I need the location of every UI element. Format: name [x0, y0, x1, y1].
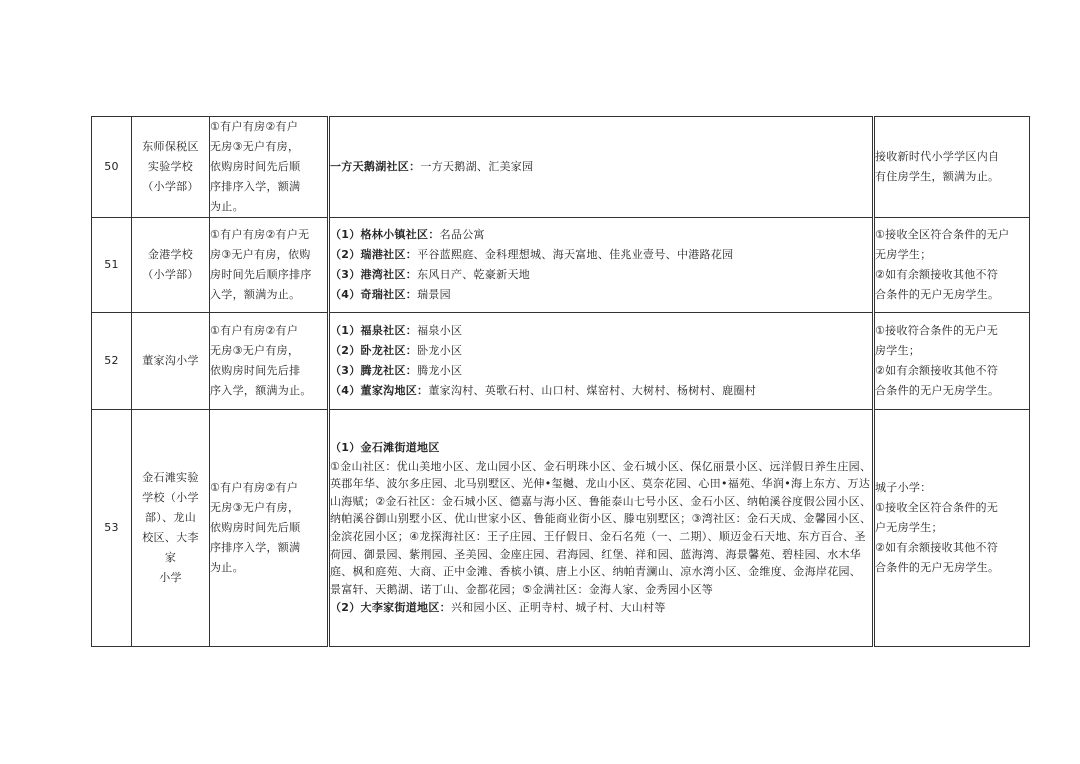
enrollment-method: ①有户有房②有户 无房③无户有房， 依购房时间先后顺 序排序入学，额满 为止。: [210, 410, 329, 647]
district-area: （1）格林小镇社区：名品公寓 （2）瑞港社区：平谷蓝熙庭、金科理想城、海天富地、佳兆业壹号、中港路花园 （3）港湾社区：东风日产、乾豪新天地 （4）奇瑞社区：瑞景园: [329, 218, 874, 313]
row-number: 52: [92, 313, 132, 410]
area-section-title: （1）金石滩街道地区: [330, 440, 440, 454]
enrollment-method: ①有户有房②有户 无房③无户有房， 依购房时间先后排 序入学，额满为止。: [210, 313, 329, 410]
remarks: ①接收全区符合条件的无户 无房学生； ②如有余额接收其他不符 合条件的无户无房学生。: [874, 218, 1030, 313]
table-row: [92, 313, 1030, 410]
row-number: 50: [92, 117, 132, 218]
remarks: ①接收符合条件的无户无 房学生； ②如有余额接收其他不符 合条件的无户无房学生。: [874, 313, 1030, 410]
remarks: 接收新时代小学学区内自 有住房学生，额满为止。: [874, 117, 1030, 218]
row-number: 51: [92, 218, 132, 313]
district-area: 一方天鹅湖社区：一方天鹅湖、汇美家园: [329, 117, 874, 218]
remarks: 城子小学： ①接收全区符合条件的无 户无房学生； ②如有余额接收其他不符 合条件的无户无房学生。: [874, 410, 1030, 647]
enrollment-table: [91, 116, 1030, 647]
table-row: [92, 117, 1030, 218]
table-row: [92, 410, 1030, 647]
school-name: 金石滩实验 学校（小学 部）、龙山 校区、大李 家 小学: [132, 410, 210, 647]
school-name: 东师保税区 实验学校 （小学部）: [132, 117, 210, 218]
row-number: 53: [92, 410, 132, 647]
school-name: 董家沟小学: [132, 313, 210, 410]
district-area: （1）金石滩街道地区 ①金山社区：优山美地小区、龙山园小区、金石明珠小区、金石城小区、保亿丽景小区、远洋假日养生庄园、英郡年华、波尔多庄园、北马别墅区、光伸•玺樾、龙山小区、莫奈花园、心田•福苑、华润•海上东方、万达山海赋；②金石社区：金石城小区、德嘉与海小区、鲁能泰山七号小区、金石小区、纳帕溪谷度假公园小区、纳帕溪谷御山别墅小区、优山世家小区、鲁能商业街小区、滕屯别墅区；③湾社区：金石天成、金馨园小区、金滨花园小区；④龙探海社区：王子庄园、王仔假日、金石名苑（一、二期）、顺迈金石天地、东方百合、圣荷园、御景园、紫荆园、圣美园、金座庄园、君海园、红堡、祥和园、蓝海湾、海景馨苑、碧桂园、水木华庭、枫和庭苑、大商、正中金滩、香槟小镇、唐上小区、纳帕青澜山、凉水湾小区、金维度、金海岸花园、景富轩、天鹅湖、诺丁山、金都花园；⑤金满社区：金海人家、金秀园小区等 （2）大李家街道地区：兴和园小区、正明寺村、城子村、大山村等: [329, 410, 874, 647]
school-name: 金港学校 （小学部）: [132, 218, 210, 313]
enrollment-method: ①有户有房②有户 无房③无户有房， 依购房时间先后顺 序排序入学，额满 为止。: [210, 117, 329, 218]
table-row: [92, 218, 1030, 313]
enrollment-method: ①有户有房②有户无 房③无户有房，依购 房时间先后顺序排序 入学，额满为止。: [210, 218, 329, 313]
district-area: （1）福泉社区：福泉小区 （2）卧龙社区：卧龙小区 （3）腾龙社区：腾龙小区 （4）董家沟地区：董家沟村、英歌石村、山口村、煤窑村、大树村、杨树村、鹿圈村: [329, 313, 874, 410]
area-paragraph: ①金山社区：优山美地小区、龙山园小区、金石明珠小区、金石城小区、保亿丽景小区、远洋假日养生庄园、英郡年华、波尔多庄园、北马别墅区、光伸•玺樾、龙山小区、莫奈花园、心田•福苑、华润•海上东方、万达山海赋；②金石社区：金石城小区、德嘉与海小区、鲁能泰山七号小区、金石小区、纳帕溪谷度假公园小区、纳帕溪谷御山别墅小区、优山世家小区、鲁能商业街小区、滕屯别墅区；③湾社区：金石天成、金馨园小区、金滨花园小区；④龙探海社区：王子庄园、王仔假日、金石名苑（一、二期）、顺迈金石天地、东方百合、圣荷园、御景园、紫荆园、圣美园、金座庄园、君海园、红堡、祥和园、蓝海湾、海景馨苑、碧桂园、水木华庭、枫和庭苑、大商、正中金滩、香槟小镇、唐上小区、纳帕青澜山、凉水湾小区、金维度、金海岸花园、景富轩、天鹅湖、诺丁山、金都花园；⑤金满社区：金海人家、金秀园小区等: [330, 459, 872, 596]
